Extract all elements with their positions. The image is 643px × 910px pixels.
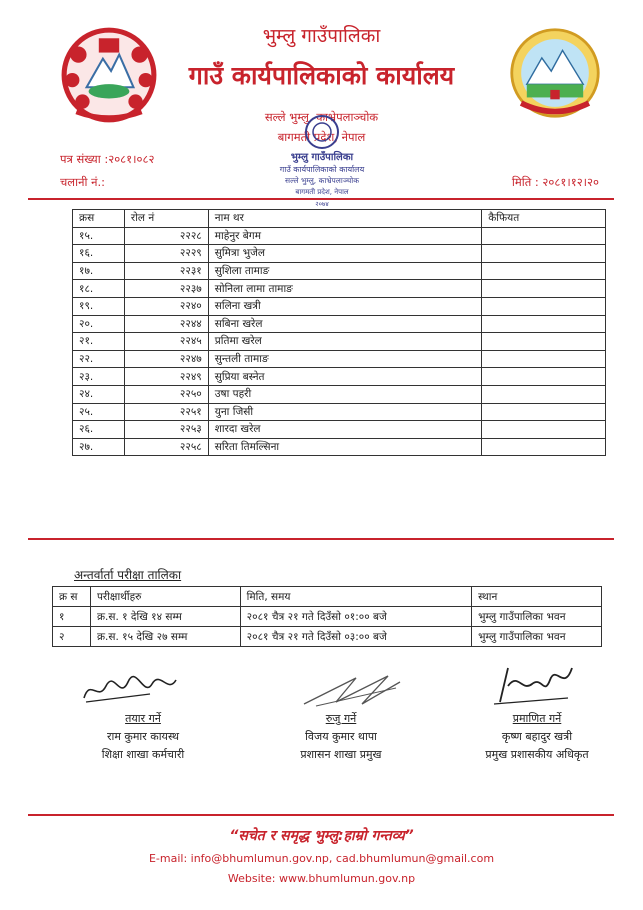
cell-sn: २७. xyxy=(73,438,125,456)
cell-sn: १७. xyxy=(73,262,125,280)
table-row xyxy=(73,333,606,351)
cell-remarks xyxy=(482,297,606,315)
table-row xyxy=(73,438,606,456)
cell-remarks xyxy=(482,385,606,403)
signature-1-icon xyxy=(80,672,180,706)
schedule-cell-candidates: क्र.स. १ देखि १४ सम्म xyxy=(90,607,240,627)
cell-sn: २५. xyxy=(73,403,125,421)
signature-label: तयार गर्ने xyxy=(125,712,161,725)
municipality-name: भुम्लु गाउँपालिका xyxy=(262,25,381,47)
cell-name: सुशिला तामाङ xyxy=(208,262,481,280)
cell-sn: १५. xyxy=(73,227,125,245)
signature-label: रुजु गर्ने xyxy=(325,712,357,725)
cell-roll: २२४७ xyxy=(124,350,208,368)
cell-roll: २२५० xyxy=(124,385,208,403)
table-row xyxy=(73,227,606,245)
cell-remarks xyxy=(482,368,606,386)
schedule-title: अन्तर्वार्ता परीक्षा तालिका xyxy=(74,568,182,582)
signature-block-verified xyxy=(266,710,416,764)
table-row xyxy=(73,403,606,421)
cell-name: माहेनुर बेगम xyxy=(208,227,481,245)
cell-name: प्रतिमा खरेल xyxy=(208,333,481,351)
footer-divider xyxy=(28,814,614,816)
cell-remarks xyxy=(482,438,606,456)
signature-2-icon xyxy=(296,668,406,710)
signatory-title: प्रशासन शाखा प्रमुख xyxy=(300,748,382,761)
signatory-title: प्रमुख प्रशासकीय अधिकृत xyxy=(485,748,589,761)
cell-remarks xyxy=(482,403,606,421)
schedule-row xyxy=(53,607,602,627)
cell-name: उषा पहरी xyxy=(208,385,481,403)
schedule-cell-sn: २ xyxy=(53,627,91,647)
table-row xyxy=(73,280,606,298)
signature-label: प्रमाणित गर्ने xyxy=(512,712,562,725)
schedule-header-sn: क्र स xyxy=(53,587,91,607)
cell-roll: २२२९ xyxy=(124,245,208,263)
cell-name: सुप्रिया बस्नेत xyxy=(208,368,481,386)
official-stamp xyxy=(272,112,372,216)
table-row xyxy=(73,385,606,403)
cell-name: सोनिला लामा तामाङ xyxy=(208,280,481,298)
signatory-name: राम कुमार कायस्थ xyxy=(106,730,180,743)
schedule-header-venue: स्थान xyxy=(472,587,602,607)
column-header-name: नाम थर xyxy=(208,210,481,228)
footer-email: E-mail: info@bhumlumun.gov.np, cad.bhumlumun@gmail.com xyxy=(148,852,495,865)
cell-remarks xyxy=(482,315,606,333)
cell-roll: २२३१ xyxy=(124,262,208,280)
stamp-line-1: भुम्लु गाउँपालिका xyxy=(290,152,354,163)
cell-name: युना जिसी xyxy=(208,403,481,421)
cell-roll: २२४५ xyxy=(124,333,208,351)
table-row xyxy=(73,315,606,333)
stamp-line-3: सल्ले भुम्लु, काभ्रेपलाञ्चोक xyxy=(285,176,359,185)
cell-sn: २१. xyxy=(73,333,125,351)
cell-roll: २२४९ xyxy=(124,368,208,386)
schedule-header-candidates: परीक्षार्थीहरु xyxy=(90,587,240,607)
cell-remarks xyxy=(482,262,606,280)
stamp-line-2: गाउँ कार्यपालिकाको कार्यालय xyxy=(279,165,365,174)
table-row xyxy=(73,297,606,315)
schedule-cell-datetime: २०८१ चैत्र २१ गते दिउँसो ०३:०० बजे xyxy=(240,627,472,647)
cell-name: सुन्तली तामाङ xyxy=(208,350,481,368)
cell-remarks xyxy=(482,421,606,439)
schedule-cell-venue: भुम्लु गाउँपालिका भवन xyxy=(472,627,602,647)
table-divider xyxy=(28,538,614,540)
cell-name: सलिना खत्री xyxy=(208,297,481,315)
cell-sn: २४. xyxy=(73,385,125,403)
table-row xyxy=(73,350,606,368)
cell-roll: २२५३ xyxy=(124,421,208,439)
office-name: गाउँ कार्यपालिकाको कार्यालय xyxy=(188,61,455,90)
schedule-header-datetime: मिति, समय xyxy=(240,587,472,607)
schedule-table xyxy=(52,586,602,647)
letter-date: मिति : २०८१।१२।२० xyxy=(511,175,599,189)
reference-number: पत्र संख्या :२०८१।०८२ xyxy=(60,152,155,166)
cell-name: शारदा खरेल xyxy=(208,421,481,439)
table-header-row xyxy=(73,210,606,228)
cell-name: सरिता तिमल्सिना xyxy=(208,438,481,456)
table-row xyxy=(73,245,606,263)
dispatch-number: चलानी नं.: xyxy=(60,175,106,189)
cell-remarks xyxy=(482,227,606,245)
column-header-sn: क्रस xyxy=(73,210,125,228)
cell-sn: १६. xyxy=(73,245,125,263)
stamp-seal-icon xyxy=(272,112,372,216)
signature-block-prepared xyxy=(68,710,218,764)
cell-roll: २२४४ xyxy=(124,315,208,333)
signatory-name: विजय कुमार थापा xyxy=(305,730,377,743)
footer-website: Website: www.bhumlumun.gov.np xyxy=(227,872,416,885)
cell-remarks xyxy=(482,333,606,351)
cell-roll: २२५८ xyxy=(124,438,208,456)
schedule-row xyxy=(53,627,602,647)
address-line-2: बागमती प्रदेश, नेपाल xyxy=(277,130,366,144)
table-row xyxy=(73,262,606,280)
signature-3-icon xyxy=(488,662,578,708)
table-row xyxy=(73,421,606,439)
cell-sn: २६. xyxy=(73,421,125,439)
column-header-remarks: कैफियत xyxy=(482,210,606,228)
signatory-title: शिक्षा शाखा कर्मचारी xyxy=(101,748,185,761)
cell-remarks xyxy=(482,245,606,263)
cell-sn: २०. xyxy=(73,315,125,333)
candidate-table xyxy=(72,209,606,456)
cell-name: सबिना खरेल xyxy=(208,315,481,333)
signatory-name: कृष्ण बहादुर खत्री xyxy=(501,730,573,743)
cell-roll: २२२८ xyxy=(124,227,208,245)
cell-roll: २२५१ xyxy=(124,403,208,421)
slogan: “सचेत र समृद्ध भुम्लु:हाम्रो गन्तव्य” xyxy=(229,828,414,844)
cell-sn: १८. xyxy=(73,280,125,298)
schedule-header-row xyxy=(53,587,602,607)
table-row xyxy=(73,368,606,386)
cell-roll: २२३७ xyxy=(124,280,208,298)
header-divider xyxy=(28,198,614,200)
cell-remarks xyxy=(482,280,606,298)
stamp-line-4: बागमती प्रदेश, नेपाल xyxy=(295,188,349,196)
cell-sn: २२. xyxy=(73,350,125,368)
cell-roll: २२४० xyxy=(124,297,208,315)
stamp-year: २०७४ xyxy=(315,200,329,208)
schedule-cell-candidates: क्र.स. १५ देखि २७ सम्म xyxy=(90,627,240,647)
schedule-cell-sn: १ xyxy=(53,607,91,627)
signature-block-certified xyxy=(462,710,612,764)
cell-sn: २३. xyxy=(73,368,125,386)
address-line-1: सल्ले भुम्लु, काभ्रेपलाञ्चोक xyxy=(264,110,379,124)
schedule-cell-venue: भुम्लु गाउँपालिका भवन xyxy=(472,607,602,627)
cell-name: सुमित्रा भुजेल xyxy=(208,245,481,263)
cell-sn: १९. xyxy=(73,297,125,315)
cell-remarks xyxy=(482,350,606,368)
schedule-cell-datetime: २०८१ चैत्र २१ गते दिउँसो ०१:०० बजे xyxy=(240,607,472,627)
column-header-roll: रोल नं xyxy=(124,210,208,228)
